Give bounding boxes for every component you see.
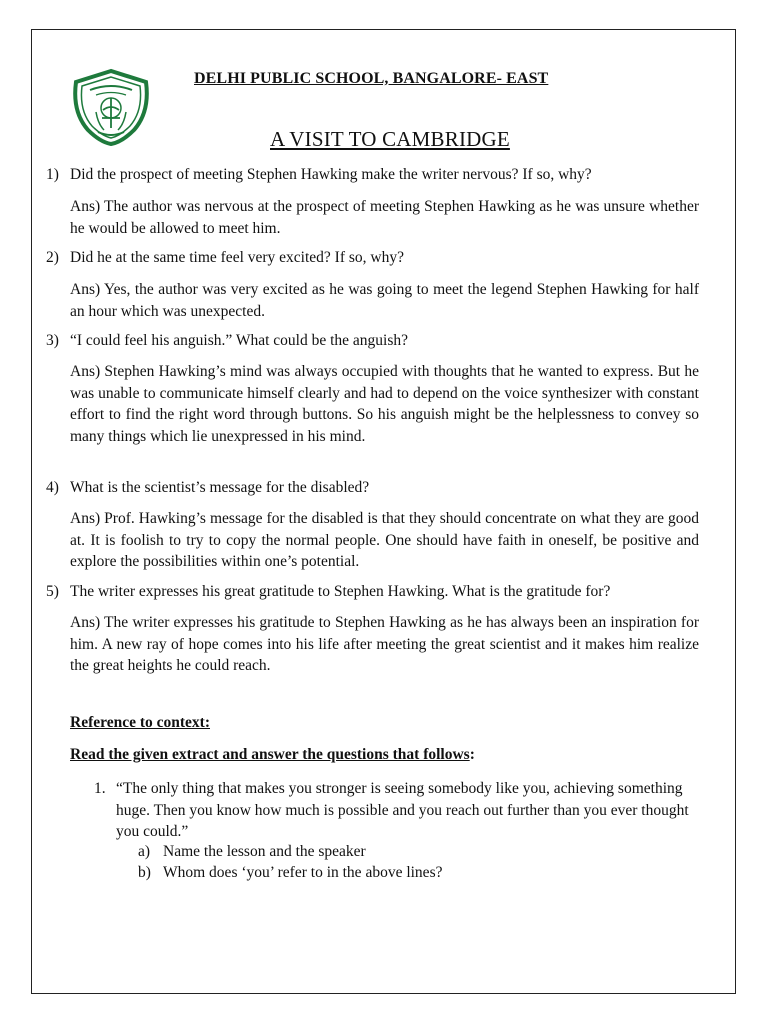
reference-instruction xyxy=(70,746,475,764)
sub-question-label: b) xyxy=(138,864,151,881)
instruction-text: Read the given extract and answer the questions that follows xyxy=(70,746,470,763)
question-3 xyxy=(46,330,700,352)
question-1 xyxy=(46,164,700,186)
extract-item xyxy=(94,778,700,843)
question-text: Did he at the same time feel very excited? If so, why? xyxy=(70,249,404,266)
sub-question-b xyxy=(138,862,442,884)
question-text: What is the scientist’s message for the disabled? xyxy=(70,479,370,496)
question-5 xyxy=(46,581,700,603)
answer-5: Ans) The writer expresses his gratitude to Stephen Hawking as he has always been an inspiration for him. A new ray of hope comes into his life after meeting the great scientist and it makes him realize the great heights he could reach. xyxy=(70,614,699,674)
school-name: DELHI PUBLIC SCHOOL, BANGALORE- EAST xyxy=(194,70,549,87)
answer-3: Ans) Stephen Hawking’s mind was always occupied with thoughts that he wanted to express. But he was unable to communicate himself clearly and had to depend on the voice synthesizer with constant effort to find the right word through buttons. So his anguish might be the helplessness to convey so many things which lie unexpressed in his mind. xyxy=(70,363,699,445)
question-2 xyxy=(46,247,700,269)
instruction-colon: : xyxy=(469,746,475,763)
question-number: 2) xyxy=(46,249,59,266)
answer-4: Ans) Prof. Hawking’s message for the disabled is that they should concentrate on what they are good at. It is foolish to try to copy the normal people. One should have faith in oneself, be positive and explore the possibilities within one’s potential. xyxy=(70,510,699,570)
extract-number: 1. xyxy=(94,780,106,797)
page-title: A VISIT TO CAMBRIDGE xyxy=(270,127,510,151)
answer-2: Ans) Yes, the author was very excited as he was going to meet the legend Stephen Hawking for half an hour which was unexpected. xyxy=(70,281,699,320)
answer-1: Ans) The author was nervous at the prospect of meeting Stephen Hawking as he was unsure whether he would be allowed to meet him. xyxy=(70,198,699,237)
question-4 xyxy=(46,477,700,499)
question-text: “I could feel his anguish.” What could be the anguish? xyxy=(70,332,409,349)
question-number: 4) xyxy=(46,479,59,496)
question-number: 3) xyxy=(46,332,59,349)
sub-question-a xyxy=(138,841,366,863)
question-text: The writer expresses his great gratitude to Stephen Hawking. What is the gratitude for? xyxy=(70,583,611,600)
school-crest-icon xyxy=(68,68,154,146)
sub-question-text: Whom does ‘you’ refer to in the above lines? xyxy=(163,864,443,881)
sub-question-label: a) xyxy=(138,843,151,860)
question-text: Did the prospect of meeting Stephen Hawking make the writer nervous? If so, why? xyxy=(70,166,592,183)
question-number: 1) xyxy=(46,166,59,183)
question-number: 5) xyxy=(46,583,59,600)
sub-question-text: Name the lesson and the speaker xyxy=(163,843,366,860)
extract-text: “The only thing that makes you stronger is seeing somebody like you, achieving something huge. Then you know how much is possible and you reach out further than you ever thought you could.” xyxy=(116,780,689,840)
reference-heading: Reference to context: xyxy=(70,714,210,731)
